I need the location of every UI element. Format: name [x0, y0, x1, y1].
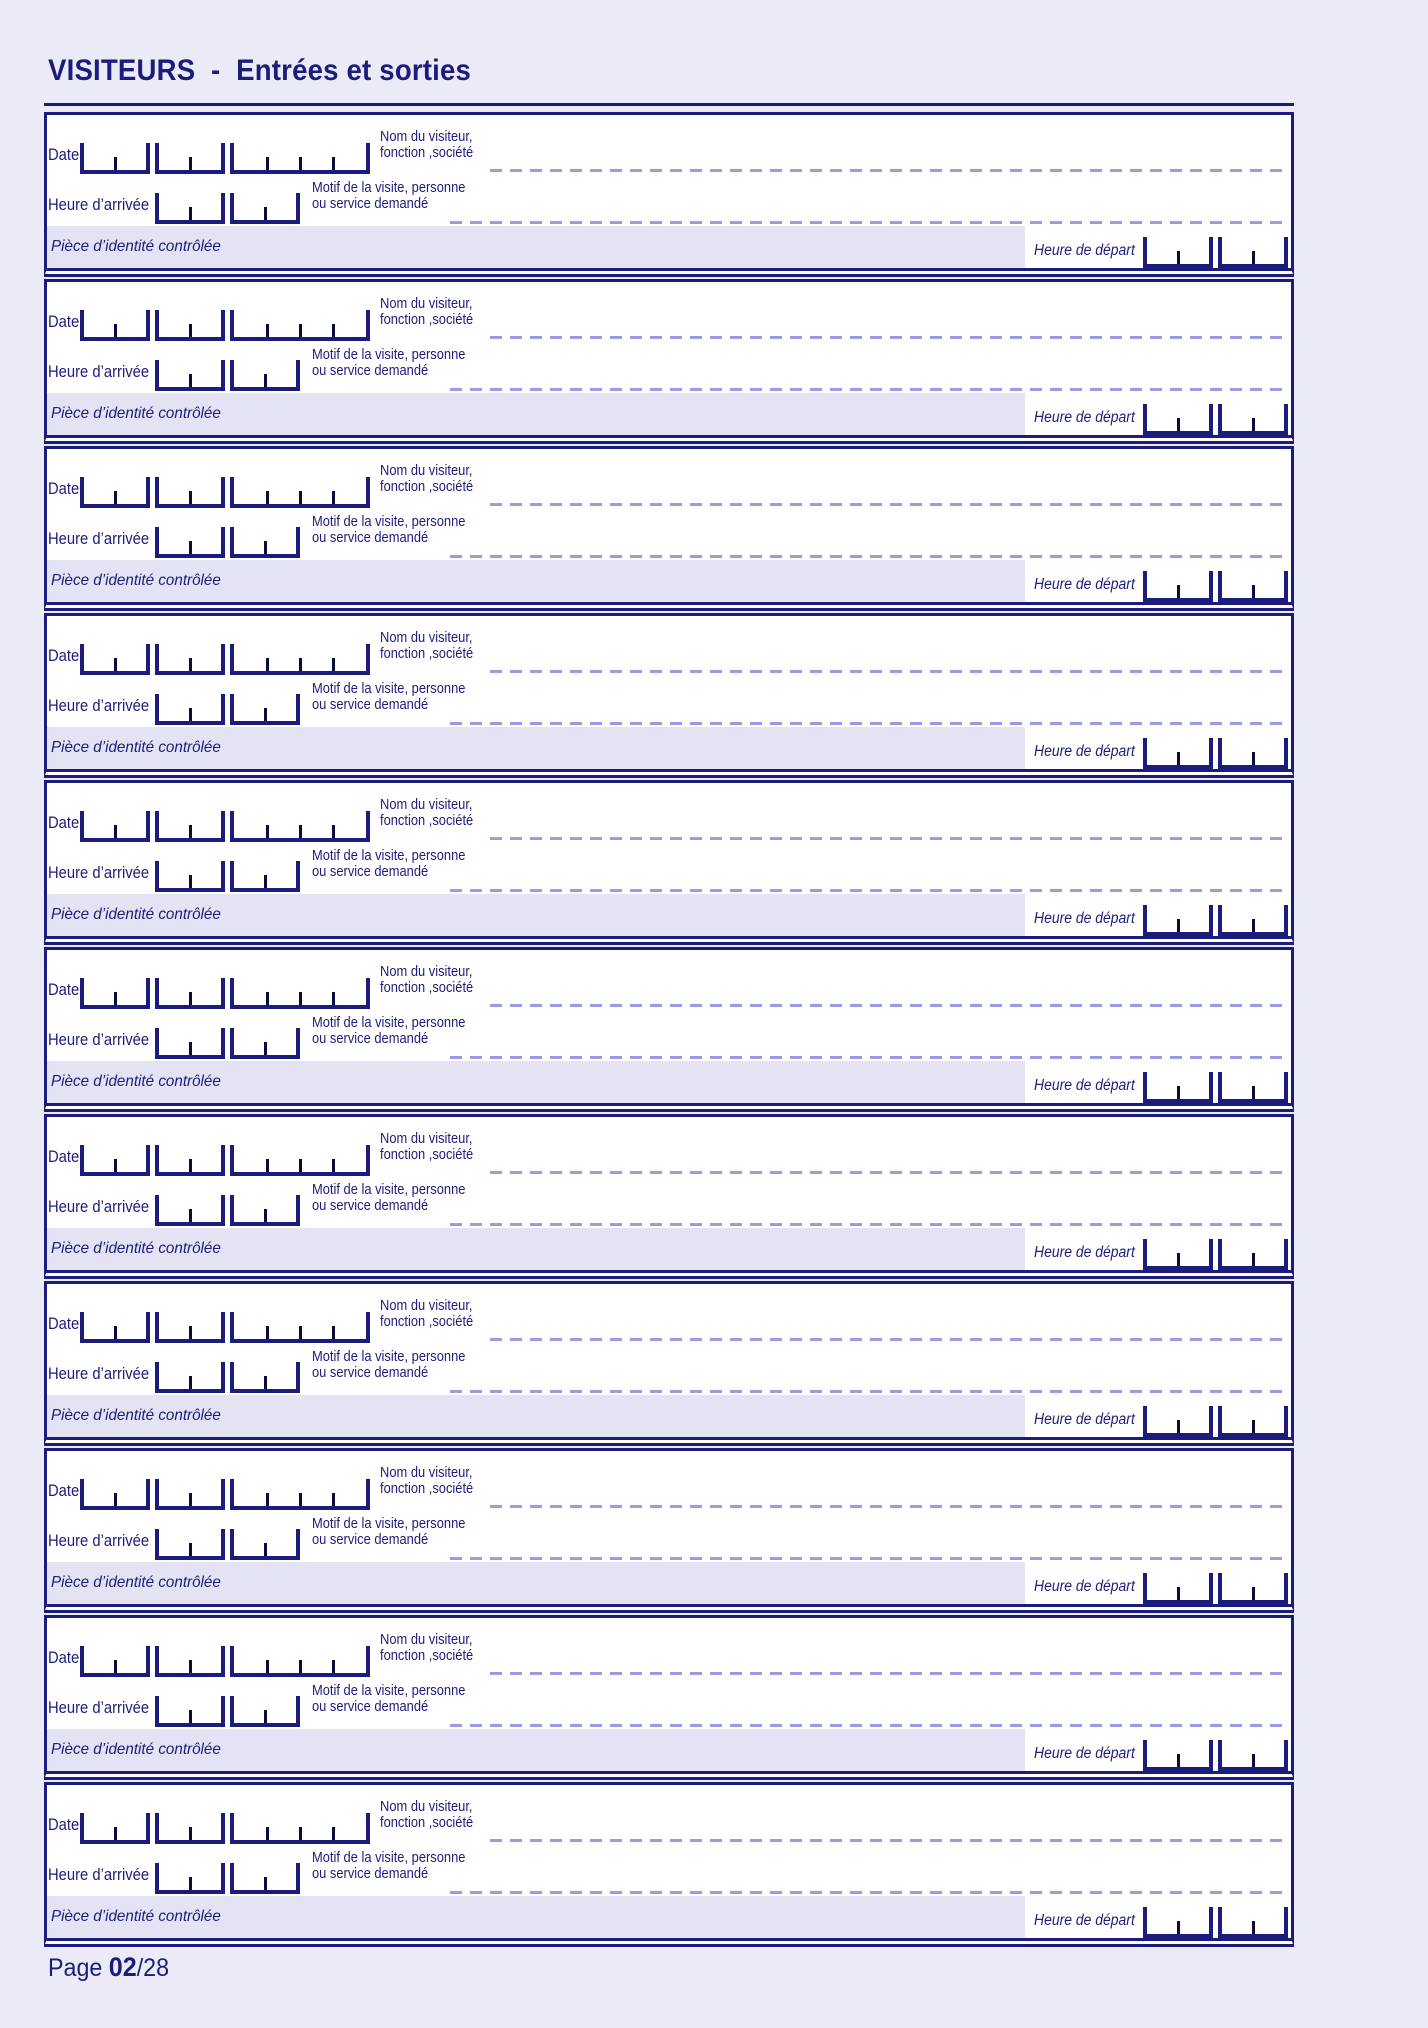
- departure-time-label: Heure de départ: [1034, 242, 1135, 259]
- comb-field-group[interactable]: [1143, 1406, 1213, 1437]
- visitor-entry-block: [44, 613, 1294, 778]
- visit-motive-write-line[interactable]: [450, 1557, 1288, 1560]
- arrival-time-field: [155, 1028, 300, 1059]
- visit-motive-label-line1: Motif de la visite, personne: [312, 1348, 466, 1365]
- comb-field-group[interactable]: [155, 1362, 225, 1393]
- departure-time-field: [1143, 905, 1288, 936]
- id-check-label: Pièce d’identité contrôlée: [51, 1240, 221, 1257]
- comb-field-group[interactable]: [1143, 404, 1213, 435]
- comb-field-group[interactable]: [155, 477, 225, 508]
- comb-field-group[interactable]: [1143, 1072, 1213, 1103]
- visit-motive-label: [312, 1349, 465, 1381]
- visit-motive-label-line2: ou service demandé: [312, 1531, 429, 1548]
- visitor-name-label: [380, 797, 473, 829]
- comb-field-group[interactable]: [155, 644, 225, 675]
- id-check-band[interactable]: [47, 894, 1025, 936]
- date-label: Date: [48, 646, 80, 665]
- id-check-band[interactable]: [47, 560, 1025, 602]
- date-label: Date: [48, 1314, 80, 1333]
- visit-motive-write-line[interactable]: [450, 722, 1288, 725]
- visitor-entry-block: [44, 112, 1294, 277]
- comb-field-group[interactable]: [230, 1145, 370, 1176]
- visitor-name-label-line2: fonction ,société: [380, 1480, 474, 1497]
- id-check-band[interactable]: [47, 1395, 1025, 1437]
- visit-motive-write-line[interactable]: [450, 555, 1288, 558]
- departure-time-field: [1143, 1573, 1288, 1604]
- comb-field-group[interactable]: [1218, 1907, 1288, 1938]
- date-field: [80, 143, 370, 174]
- visitor-name-label: [380, 1131, 473, 1163]
- id-check-band[interactable]: [47, 393, 1025, 435]
- visit-motive-label-line2: ou service demandé: [312, 696, 429, 713]
- visit-motive-write-line[interactable]: [450, 388, 1288, 391]
- date-label: Date: [48, 980, 80, 999]
- id-check-band[interactable]: [47, 226, 1025, 268]
- comb-field-group[interactable]: [1143, 738, 1213, 769]
- comb-field-group[interactable]: [1218, 738, 1288, 769]
- date-field: [80, 1145, 370, 1176]
- visit-motive-label-line2: ou service demandé: [312, 195, 429, 212]
- departure-time-label: Heure de départ: [1034, 910, 1135, 927]
- id-check-label: Pièce d’identité contrôlée: [51, 1407, 221, 1424]
- visitor-name-write-line[interactable]: [490, 1672, 1288, 1675]
- departure-time-label: Heure de départ: [1034, 1411, 1135, 1428]
- comb-field-group[interactable]: [230, 143, 370, 174]
- page-title: VISITEURS - Entrées et sorties: [48, 54, 472, 87]
- visit-motive-label-line2: ou service demandé: [312, 529, 429, 546]
- id-check-band[interactable]: [47, 1228, 1025, 1270]
- visit-motive-label-line1: Motif de la visite, personne: [312, 1515, 466, 1532]
- departure-time-field: [1143, 1072, 1288, 1103]
- date-label: Date: [48, 312, 80, 331]
- date-field: [80, 1479, 370, 1510]
- visit-motive-write-line[interactable]: [450, 1223, 1288, 1226]
- comb-field-group[interactable]: [155, 193, 225, 224]
- comb-field-group[interactable]: [1218, 905, 1288, 936]
- arrival-time-field: [155, 1696, 300, 1727]
- departure-time-label: Heure de départ: [1034, 576, 1135, 593]
- id-check-label: Pièce d’identité contrôlée: [51, 405, 221, 422]
- comb-field-group[interactable]: [80, 1813, 150, 1844]
- visitor-name-label-line1: Nom du visiteur,: [380, 1798, 473, 1815]
- comb-field-group[interactable]: [230, 861, 300, 892]
- date-field: [80, 978, 370, 1009]
- visitor-entry-block: [44, 1448, 1294, 1613]
- departure-time-label: Heure de départ: [1034, 743, 1135, 760]
- comb-field-group[interactable]: [1143, 905, 1213, 936]
- comb-field-group[interactable]: [1218, 1072, 1288, 1103]
- comb-field-group[interactable]: [1218, 404, 1288, 435]
- visitor-name-label: [380, 1632, 473, 1664]
- id-check-band[interactable]: [47, 1729, 1025, 1771]
- visitor-name-label-line1: Nom du visiteur,: [380, 963, 473, 980]
- id-check-label: Pièce d’identité contrôlée: [51, 238, 221, 255]
- visit-motive-write-line[interactable]: [450, 221, 1288, 224]
- visit-motive-write-line[interactable]: [450, 1724, 1288, 1727]
- comb-field-group[interactable]: [155, 1863, 225, 1894]
- comb-field-group[interactable]: [230, 1813, 370, 1844]
- comb-field-group[interactable]: [230, 644, 370, 675]
- date-label: Date: [48, 1648, 80, 1667]
- comb-field-group[interactable]: [230, 694, 300, 725]
- visitor-name-write-line[interactable]: [490, 1338, 1288, 1341]
- visitor-name-label: [380, 1465, 473, 1497]
- comb-field-group[interactable]: [230, 1479, 370, 1510]
- departure-time-field: [1143, 738, 1288, 769]
- comb-field-group[interactable]: [230, 1529, 300, 1560]
- visitor-name-write-line[interactable]: [490, 1505, 1288, 1508]
- visitor-name-label-line2: fonction ,société: [380, 645, 474, 662]
- visitor-name-label-line2: fonction ,société: [380, 1647, 474, 1664]
- visitor-entry-block: [44, 1281, 1294, 1446]
- visit-motive-label-line2: ou service demandé: [312, 1030, 429, 1047]
- visit-motive-write-line[interactable]: [450, 1390, 1288, 1393]
- visitor-name-label-line1: Nom du visiteur,: [380, 1130, 473, 1147]
- visit-motive-label-line1: Motif de la visite, personne: [312, 1682, 466, 1699]
- comb-field-group[interactable]: [230, 1028, 300, 1059]
- visitor-entry-block: [44, 780, 1294, 945]
- comb-field-group[interactable]: [1218, 237, 1288, 268]
- comb-field-group[interactable]: [155, 1195, 225, 1226]
- comb-field-group[interactable]: [1143, 1573, 1213, 1604]
- arrival-time-field: [155, 694, 300, 725]
- comb-field-group[interactable]: [80, 644, 150, 675]
- id-check-label: Pièce d’identité contrôlée: [51, 1073, 221, 1090]
- date-field: [80, 1646, 370, 1677]
- comb-field-group[interactable]: [155, 1479, 225, 1510]
- comb-field-group[interactable]: [1143, 1907, 1213, 1938]
- visitor-name-label-line2: fonction ,société: [380, 478, 474, 495]
- visit-motive-label: [312, 1850, 465, 1882]
- visitor-name-label-line2: fonction ,société: [380, 1313, 474, 1330]
- arrival-time-label: Heure d’arrivée: [48, 1197, 150, 1216]
- visit-motive-write-line[interactable]: [450, 1891, 1288, 1894]
- visit-motive-label: [312, 681, 465, 713]
- comb-field-group[interactable]: [1218, 1239, 1288, 1270]
- visitor-name-label-line1: Nom du visiteur,: [380, 295, 473, 312]
- comb-field-group[interactable]: [155, 1145, 225, 1176]
- departure-time-field: [1143, 1239, 1288, 1270]
- date-label: Date: [48, 1147, 80, 1166]
- departure-time-field: [1143, 404, 1288, 435]
- visitor-name-write-line[interactable]: [490, 336, 1288, 339]
- comb-field-group[interactable]: [80, 143, 150, 174]
- visit-motive-label-line2: ou service demandé: [312, 1197, 429, 1214]
- entry-blocks: [44, 112, 1294, 1949]
- comb-field-group[interactable]: [80, 811, 150, 842]
- title-rule: [44, 103, 1294, 106]
- comb-field-group[interactable]: [80, 1479, 150, 1510]
- date-field: [80, 644, 370, 675]
- visit-motive-label-line1: Motif de la visite, personne: [312, 1014, 466, 1031]
- arrival-time-label: Heure d’arrivée: [48, 863, 150, 882]
- date-field: [80, 1312, 370, 1343]
- id-check-label: Pièce d’identité contrôlée: [51, 906, 221, 923]
- comb-field-group[interactable]: [155, 978, 225, 1009]
- visitor-name-label-line2: fonction ,société: [380, 979, 474, 996]
- comb-field-group[interactable]: [230, 477, 370, 508]
- visitor-name-write-line[interactable]: [490, 837, 1288, 840]
- comb-field-group[interactable]: [155, 310, 225, 341]
- date-field: [80, 477, 370, 508]
- comb-field-group[interactable]: [1218, 1740, 1288, 1771]
- comb-field-group[interactable]: [155, 694, 225, 725]
- comb-field-group[interactable]: [155, 143, 225, 174]
- visitor-entry-block: [44, 1615, 1294, 1780]
- visitor-name-label-line1: Nom du visiteur,: [380, 1464, 473, 1481]
- date-label: Date: [48, 1481, 80, 1500]
- arrival-time-field: [155, 861, 300, 892]
- visitor-entry-block: [44, 446, 1294, 611]
- arrival-time-field: [155, 193, 300, 224]
- comb-field-group[interactable]: [230, 1863, 300, 1894]
- comb-field-group[interactable]: [155, 1646, 225, 1677]
- visitor-entry-block: [44, 279, 1294, 444]
- arrival-time-label: Heure d’arrivée: [48, 1030, 150, 1049]
- arrival-time-label: Heure d’arrivée: [48, 529, 150, 548]
- comb-field-group[interactable]: [155, 1028, 225, 1059]
- id-check-band[interactable]: [47, 1562, 1025, 1604]
- visitor-name-label-line1: Nom du visiteur,: [380, 128, 473, 145]
- footer-page-total: /28: [136, 1954, 170, 1982]
- visitor-name-label-line1: Nom du visiteur,: [380, 1631, 473, 1648]
- departure-time-label: Heure de départ: [1034, 1244, 1135, 1261]
- visitor-name-label: [380, 1298, 473, 1330]
- comb-field-group[interactable]: [1143, 571, 1213, 602]
- arrival-time-field: [155, 1529, 300, 1560]
- comb-field-group[interactable]: [230, 1312, 370, 1343]
- comb-field-group[interactable]: [80, 978, 150, 1009]
- visit-motive-label-line1: Motif de la visite, personne: [312, 680, 466, 697]
- comb-field-group[interactable]: [1218, 1406, 1288, 1437]
- arrival-time-label: Heure d’arrivée: [48, 1531, 150, 1550]
- arrival-time-field: [155, 1195, 300, 1226]
- visitor-name-label: [380, 463, 473, 495]
- visit-motive-label: [312, 347, 465, 379]
- arrival-time-label: Heure d’arrivée: [48, 1364, 150, 1383]
- visitor-name-label: [380, 129, 473, 161]
- visit-motive-label-line2: ou service demandé: [312, 362, 429, 379]
- comb-field-group[interactable]: [1143, 1239, 1213, 1270]
- visit-motive-write-line[interactable]: [450, 889, 1288, 892]
- date-label: Date: [48, 479, 80, 498]
- comb-field-group[interactable]: [230, 1696, 300, 1727]
- visitor-entry-block: [44, 1114, 1294, 1279]
- departure-time-field: [1143, 1740, 1288, 1771]
- visitor-entry-block: [44, 947, 1294, 1112]
- footer-page-label: Page: [48, 1954, 109, 1982]
- comb-field-group[interactable]: [230, 811, 370, 842]
- arrival-time-label: Heure d’arrivée: [48, 696, 150, 715]
- comb-field-group[interactable]: [1143, 237, 1213, 268]
- comb-field-group[interactable]: [230, 193, 300, 224]
- visitor-name-write-line[interactable]: [490, 670, 1288, 673]
- visitor-name-write-line[interactable]: [490, 1171, 1288, 1174]
- visitor-name-write-line[interactable]: [490, 503, 1288, 506]
- comb-field-group[interactable]: [155, 1813, 225, 1844]
- comb-field-group[interactable]: [230, 978, 370, 1009]
- comb-field-group[interactable]: [230, 527, 300, 558]
- visit-motive-label-line1: Motif de la visite, personne: [312, 1849, 466, 1866]
- comb-field-group[interactable]: [1218, 571, 1288, 602]
- arrival-time-field: [155, 1362, 300, 1393]
- id-check-label: Pièce d’identité contrôlée: [51, 572, 221, 589]
- comb-field-group[interactable]: [155, 1696, 225, 1727]
- visit-motive-write-line[interactable]: [450, 1056, 1288, 1059]
- visit-motive-label-line1: Motif de la visite, personne: [312, 179, 466, 196]
- visitor-name-label-line2: fonction ,société: [380, 1814, 474, 1831]
- comb-field-group[interactable]: [155, 861, 225, 892]
- departure-time-label: Heure de départ: [1034, 1745, 1135, 1762]
- visitor-name-label: [380, 630, 473, 662]
- comb-field-group[interactable]: [230, 360, 300, 391]
- visitor-name-label: [380, 296, 473, 328]
- visit-motive-label: [312, 1516, 465, 1548]
- visit-motive-label: [312, 1015, 465, 1047]
- date-field: [80, 310, 370, 341]
- visitor-name-label-line1: Nom du visiteur,: [380, 629, 473, 646]
- visitor-name-label-line2: fonction ,société: [380, 812, 474, 829]
- visit-motive-label-line2: ou service demandé: [312, 1698, 429, 1715]
- visitor-name-label-line2: fonction ,société: [380, 1146, 474, 1163]
- departure-time-label: Heure de départ: [1034, 1077, 1135, 1094]
- id-check-band[interactable]: [47, 1061, 1025, 1103]
- departure-time-label: Heure de départ: [1034, 1578, 1135, 1595]
- arrival-time-label: Heure d’arrivée: [48, 1698, 150, 1717]
- date-field: [80, 811, 370, 842]
- visit-motive-label-line2: ou service demandé: [312, 863, 429, 880]
- arrival-time-label: Heure d’arrivée: [48, 195, 150, 214]
- id-check-label: Pièce d’identité contrôlée: [51, 739, 221, 756]
- id-check-label: Pièce d’identité contrôlée: [51, 1574, 221, 1591]
- id-check-label: Pièce d’identité contrôlée: [51, 1908, 221, 1925]
- visit-motive-label: [312, 1683, 465, 1715]
- visit-motive-label-line2: ou service demandé: [312, 1364, 429, 1381]
- departure-time-field: [1143, 1907, 1288, 1938]
- visitor-name-label-line1: Nom du visiteur,: [380, 462, 473, 479]
- date-label: Date: [48, 813, 80, 832]
- comb-field-group[interactable]: [80, 1646, 150, 1677]
- comb-field-group[interactable]: [155, 811, 225, 842]
- departure-time-field: [1143, 571, 1288, 602]
- comb-field-group[interactable]: [230, 1362, 300, 1393]
- visitor-name-label: [380, 1799, 473, 1831]
- visit-motive-label: [312, 848, 465, 880]
- visitor-name-label-line2: fonction ,société: [380, 144, 474, 161]
- comb-field-group[interactable]: [80, 310, 150, 341]
- date-field: [80, 1813, 370, 1844]
- comb-field-group[interactable]: [80, 1145, 150, 1176]
- comb-field-group[interactable]: [230, 310, 370, 341]
- visitor-name-label-line1: Nom du visiteur,: [380, 1297, 473, 1314]
- departure-time-label: Heure de départ: [1034, 409, 1135, 426]
- arrival-time-label: Heure d’arrivée: [48, 362, 150, 381]
- id-check-label: Pièce d’identité contrôlée: [51, 1741, 221, 1758]
- comb-field-group[interactable]: [1143, 1740, 1213, 1771]
- visit-motive-label-line2: ou service demandé: [312, 1865, 429, 1882]
- comb-field-group[interactable]: [155, 360, 225, 391]
- visitor-name-write-line[interactable]: [490, 169, 1288, 172]
- visitor-name-label-line2: fonction ,société: [380, 311, 474, 328]
- visit-motive-label-line1: Motif de la visite, personne: [312, 513, 466, 530]
- visitor-name-write-line[interactable]: [490, 1004, 1288, 1007]
- comb-field-group[interactable]: [155, 527, 225, 558]
- page-footer: [48, 1952, 169, 1983]
- arrival-time-label: Heure d’arrivée: [48, 1865, 150, 1884]
- visitor-name-label-line1: Nom du visiteur,: [380, 796, 473, 813]
- visitor-entry-block: [44, 1782, 1294, 1947]
- comb-field-group[interactable]: [155, 1529, 225, 1560]
- visitor-name-write-line[interactable]: [490, 1839, 1288, 1842]
- arrival-time-field: [155, 527, 300, 558]
- visitor-name-label: [380, 964, 473, 996]
- comb-field-group[interactable]: [230, 1646, 370, 1677]
- visit-motive-label: [312, 180, 465, 212]
- date-label: Date: [48, 145, 80, 164]
- comb-field-group[interactable]: [80, 1312, 150, 1343]
- comb-field-group[interactable]: [155, 1312, 225, 1343]
- id-check-band[interactable]: [47, 1896, 1025, 1938]
- visit-motive-label: [312, 1182, 465, 1214]
- footer-page-number: 02: [108, 1952, 137, 1982]
- comb-field-group[interactable]: [80, 477, 150, 508]
- id-check-band[interactable]: [47, 727, 1025, 769]
- visit-motive-label: [312, 514, 465, 546]
- comb-field-group[interactable]: [230, 1195, 300, 1226]
- arrival-time-field: [155, 1863, 300, 1894]
- departure-time-field: [1143, 237, 1288, 268]
- visit-motive-label-line1: Motif de la visite, personne: [312, 847, 466, 864]
- departure-time-field: [1143, 1406, 1288, 1437]
- comb-field-group[interactable]: [1218, 1573, 1288, 1604]
- date-label: Date: [48, 1815, 80, 1834]
- visit-motive-label-line1: Motif de la visite, personne: [312, 1181, 466, 1198]
- departure-time-label: Heure de départ: [1034, 1912, 1135, 1929]
- arrival-time-field: [155, 360, 300, 391]
- visit-motive-label-line1: Motif de la visite, personne: [312, 346, 466, 363]
